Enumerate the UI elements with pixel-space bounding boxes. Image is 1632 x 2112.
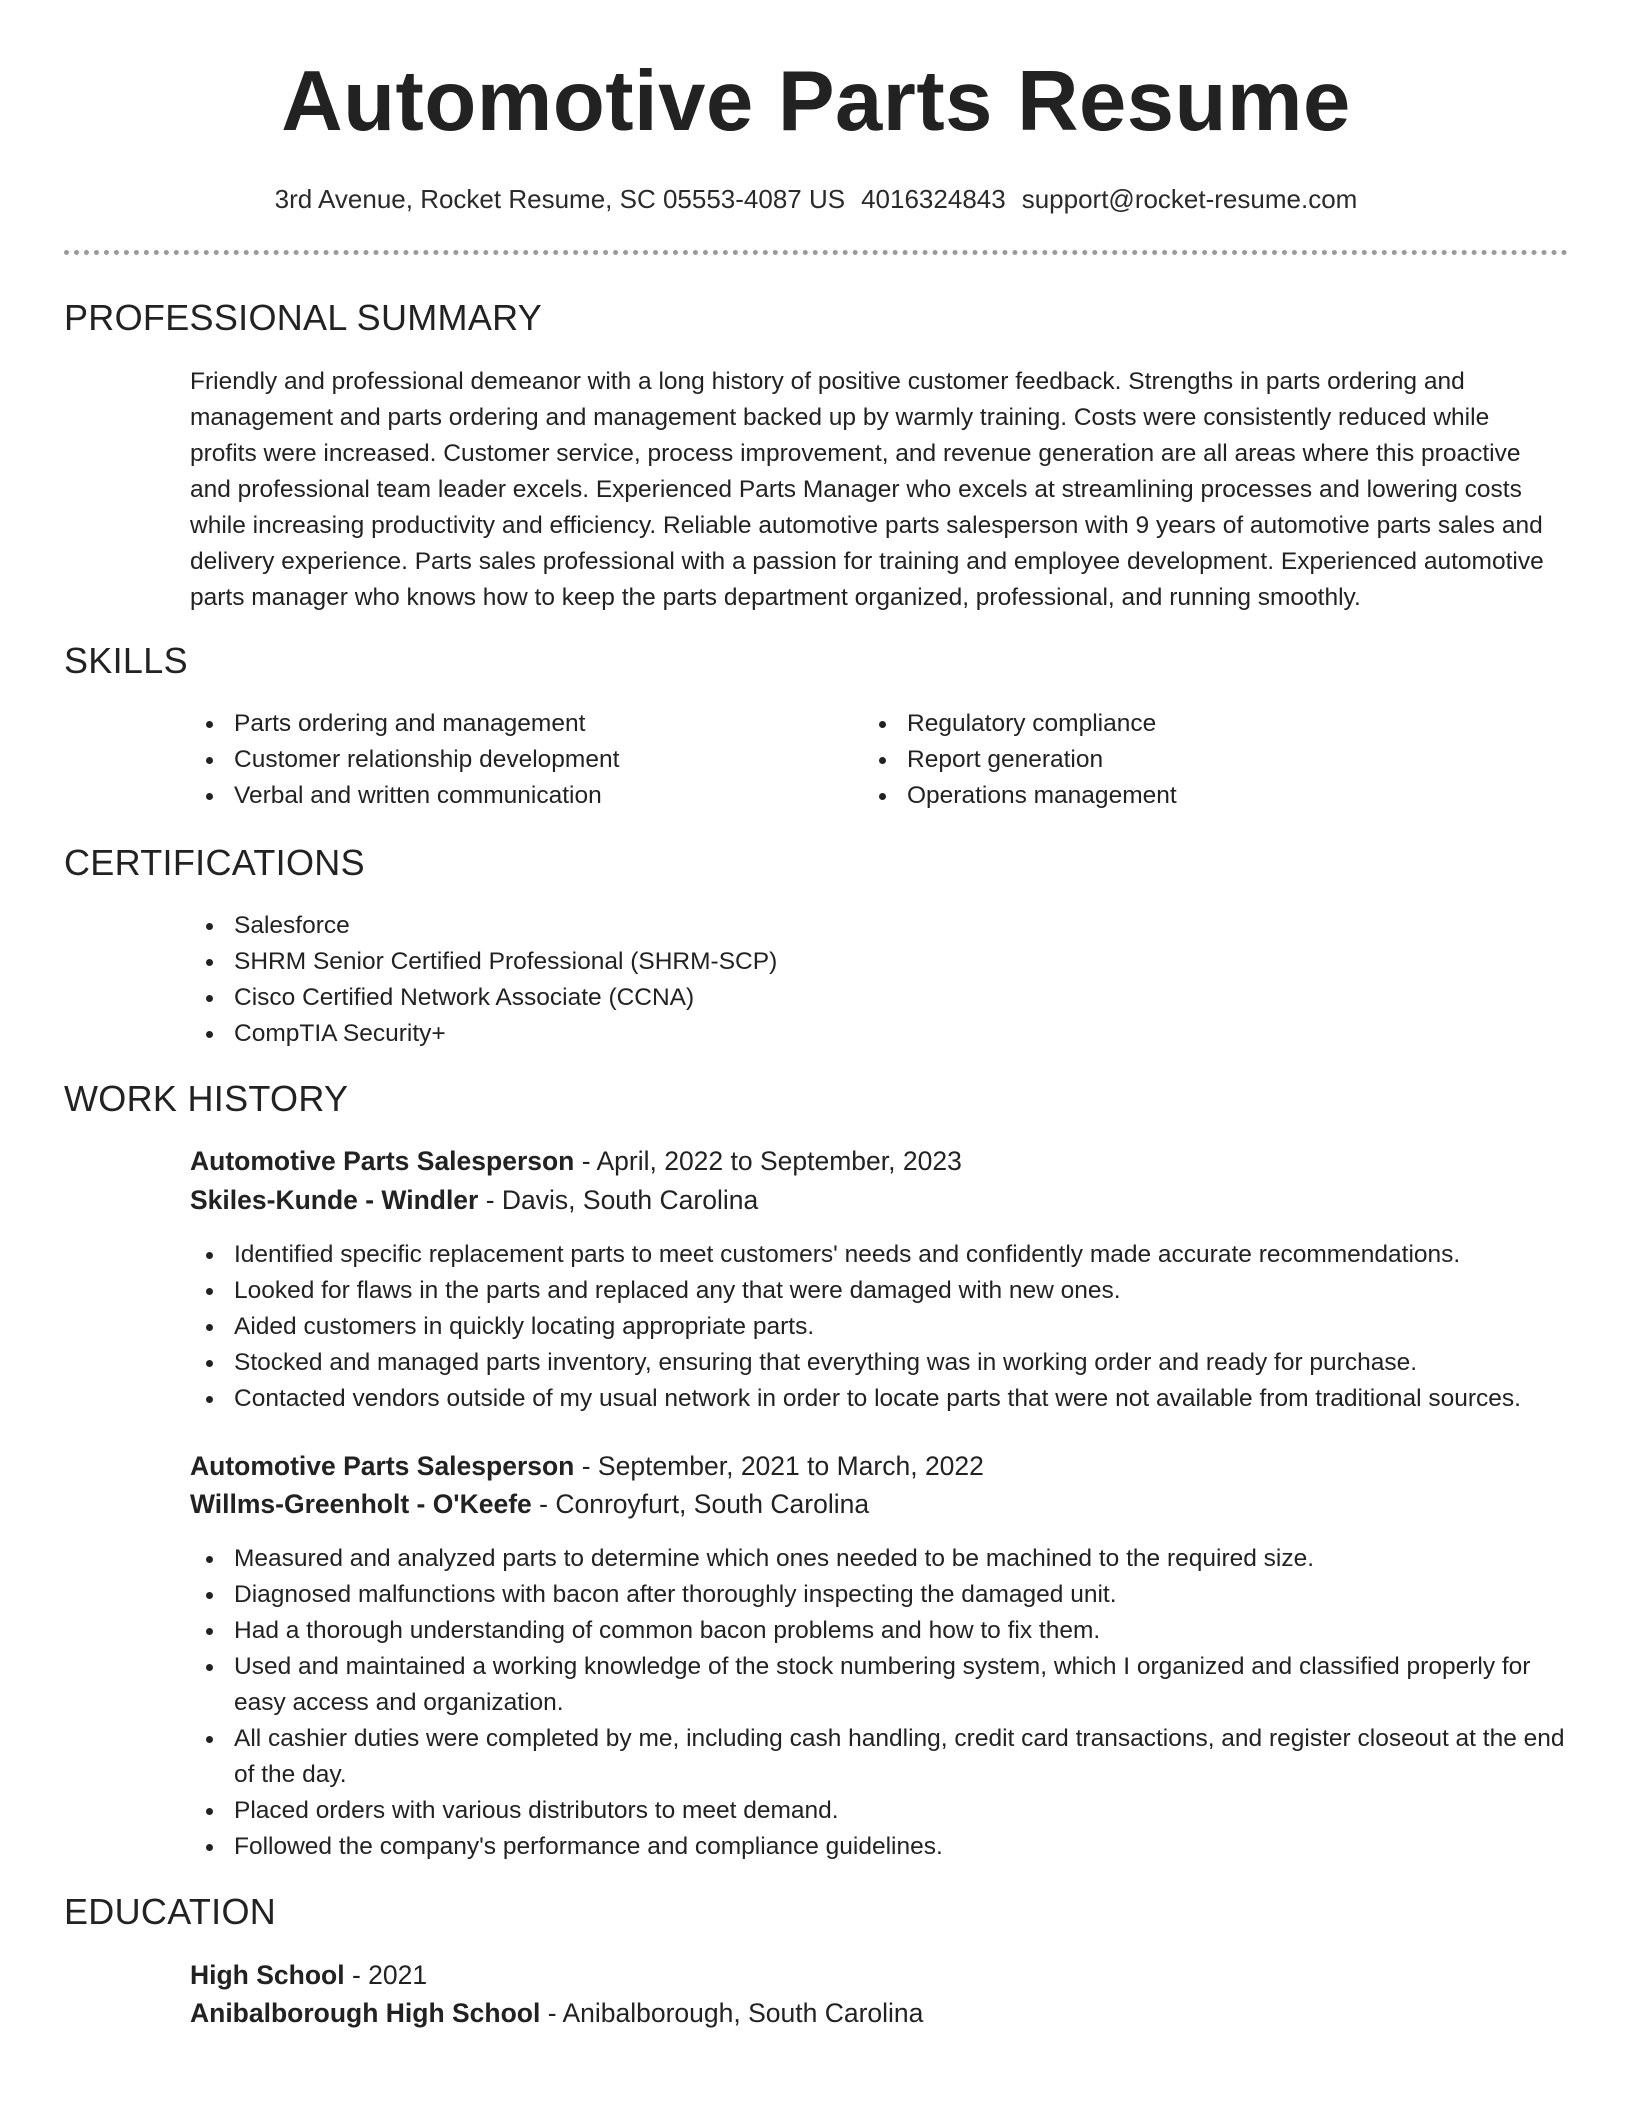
job-title-line	[190, 1448, 984, 1484]
education-degree: High School	[190, 1960, 345, 1990]
resume-title: Automotive Parts Resume	[281, 54, 1351, 149]
job-duty-item: Diagnosed malfunctions with bacon after thoroughly inspecting the damaged unit.	[190, 1577, 1570, 1613]
contact-phone: 4016324843	[861, 184, 1006, 214]
job-dates: - April, 2022 to September, 2023	[574, 1146, 962, 1176]
skill-item: Customer relationship development	[190, 742, 840, 778]
certification-item: CompTIA Security+	[190, 1016, 1550, 1052]
job-duties-list	[190, 1237, 1570, 1417]
job-duties-list	[190, 1541, 1570, 1865]
job-company-line	[190, 1486, 869, 1522]
job-company: Skiles-Kunde - Windler	[190, 1185, 479, 1215]
job-duty-item: Contacted vendors outside of my usual network in order to locate parts that were not available from traditional sources.	[190, 1381, 1570, 1417]
skill-item: Verbal and written communication	[190, 778, 840, 814]
job-duty-item: Identified specific replacement parts to meet customers' needs and confidently made accurate recommendations.	[190, 1237, 1570, 1273]
certification-item: SHRM Senior Certified Professional (SHRM-SCP)	[190, 944, 1550, 980]
job-location: - Davis, South Carolina	[478, 1185, 759, 1215]
contact-email[interactable]: support@rocket-resume.com	[1021, 184, 1358, 214]
job-title-line	[190, 1143, 962, 1179]
contact-address: 3rd Avenue, Rocket Resume, SC 05553-4087 US	[274, 184, 846, 214]
skills-list-left	[190, 706, 840, 814]
skills-list-right	[863, 706, 1513, 814]
education-school-line	[190, 1995, 923, 2031]
contact-line	[0, 182, 1632, 216]
job-location: - Conroyfurt, South Carolina	[531, 1489, 870, 1519]
section-title-skills: SKILLS	[64, 640, 188, 681]
summary-text: Friendly and professional demeanor with a long history of positive customer feedback. Strengths in parts ordering and management and parts ordering and management backed up by warmly training. Costs were consistently reduced while profits were increased. Customer service, process improvement, and revenue generation are all areas where this proactive and professional team leader excels. Experienced Parts Manager who excels at streamlining processes and lowering costs while increasing productivity and efficiency. Reliable automotive parts salesperson with 9 years of automotive parts sales and delivery experience. Parts sales professional with a passion for training and employee development. Experienced automotive parts manager who knows how to keep the parts department organized, professional, and running smoothly.	[190, 368, 1544, 611]
job-dates: - September, 2021 to March, 2022	[574, 1451, 984, 1481]
skill-item: Parts ordering and management	[190, 706, 840, 742]
section-title-certifications: CERTIFICATIONS	[64, 842, 365, 883]
job-duty-item: Placed orders with various distributors to meet demand.	[190, 1793, 1570, 1829]
job-title: Automotive Parts Salesperson	[190, 1451, 575, 1481]
education-year: - 2021	[344, 1960, 428, 1990]
job-company-line	[190, 1182, 758, 1218]
skill-item: Report generation	[863, 742, 1513, 778]
job-duty-item: Aided customers in quickly locating appropriate parts.	[190, 1309, 1570, 1345]
job-duty-item: All cashier duties were completed by me, including cash handling, credit card transactions, and register closeout at the end of the day.	[190, 1721, 1570, 1793]
header-divider	[64, 250, 1568, 255]
skill-item: Operations management	[863, 778, 1513, 814]
skill-item: Regulatory compliance	[863, 706, 1513, 742]
job-company: Willms-Greenholt - O'Keefe	[190, 1489, 532, 1519]
certification-item: Salesforce	[190, 908, 1550, 944]
certification-item: Cisco Certified Network Associate (CCNA)	[190, 980, 1550, 1016]
section-title-summary: PROFESSIONAL SUMMARY	[64, 297, 543, 338]
job-duty-item: Followed the company's performance and compliance guidelines.	[190, 1829, 1570, 1865]
job-duty-item: Stocked and managed parts inventory, ensuring that everything was in working order and ready for purchase.	[190, 1345, 1570, 1381]
section-title-education: EDUCATION	[64, 1891, 277, 1932]
job-duty-item: Measured and analyzed parts to determine which ones needed to be machined to the required size.	[190, 1541, 1570, 1577]
education-school: Anibalborough High School	[190, 1998, 541, 2028]
section-title-work-history: WORK HISTORY	[64, 1078, 349, 1119]
job-duty-item: Looked for flaws in the parts and replaced any that were damaged with new ones.	[190, 1273, 1570, 1309]
job-title: Automotive Parts Salesperson	[190, 1146, 575, 1176]
education-location: - Anibalborough, South Carolina	[540, 1998, 924, 2028]
certifications-list	[190, 908, 1550, 1052]
job-duty-item: Had a thorough understanding of common bacon problems and how to fix them.	[190, 1613, 1570, 1649]
education-degree-line	[190, 1957, 427, 1993]
job-duty-item: Used and maintained a working knowledge of the stock numbering system, which I organized and classified properly for easy access and organization.	[190, 1649, 1570, 1721]
